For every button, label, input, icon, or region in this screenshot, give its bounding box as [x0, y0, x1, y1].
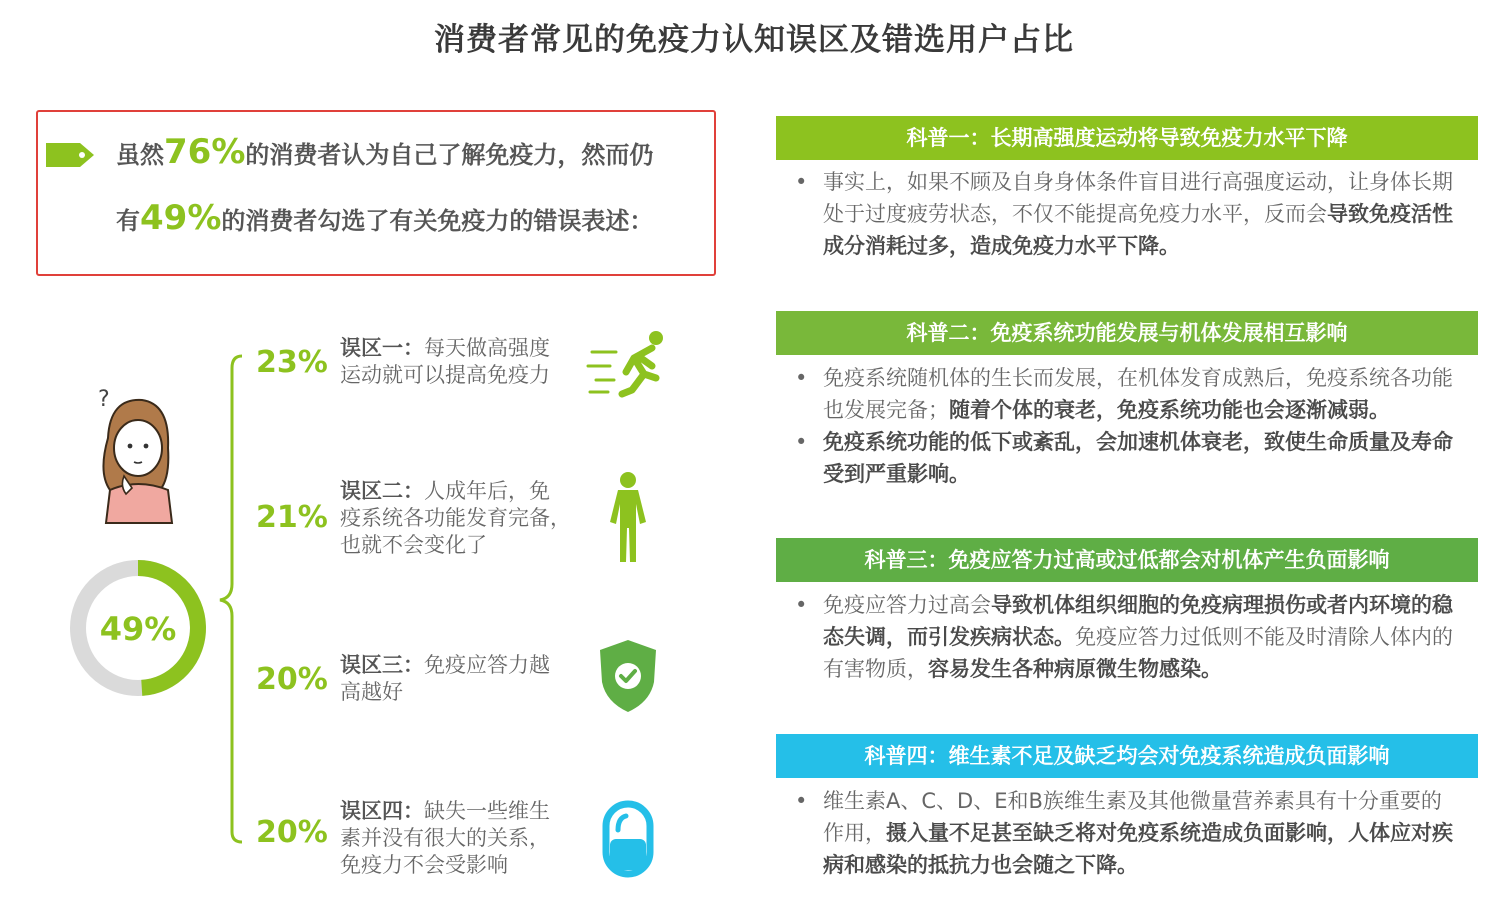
myth-2-percent: 21% — [256, 500, 328, 535]
fact-paragraph — [795, 785, 1460, 881]
myth-line: 素并没有很大的关系， — [340, 826, 550, 850]
bullet-icon: • — [795, 789, 808, 813]
myth-title: 误区二： — [340, 479, 424, 503]
bracket-connector — [212, 352, 248, 847]
fact-emphasis: 导致免疫活性成分消耗过多，造成免疫力水平下降。 — [823, 202, 1453, 258]
running-person-icon — [586, 328, 670, 402]
highlight-text: 的消费者勾选了有关免疫力的错误表述： — [221, 207, 654, 235]
highlight-line-2 — [116, 198, 653, 238]
bullet-icon: • — [795, 593, 808, 617]
fact-3-body — [795, 589, 1460, 685]
myth-line: 高越好 — [340, 680, 403, 704]
fact-paragraph — [795, 166, 1460, 262]
donut-chart — [66, 556, 210, 700]
fact-2-header: 科普二：免疫系统功能发展与机体发展相互影响 — [776, 311, 1478, 355]
myth-2-text — [340, 478, 571, 559]
myth-line: 缺失一些维生 — [424, 799, 550, 823]
bullet-icon: • — [795, 430, 808, 454]
svg-text:?: ? — [98, 387, 110, 412]
fact-1-body — [795, 166, 1460, 262]
myth-line: 免疫应答力越 — [424, 653, 550, 677]
bullet-icon: • — [795, 170, 808, 194]
fact-emphasis: 随着个体的衰老，免疫系统功能也会逐渐减弱。 — [949, 398, 1390, 422]
fact-text: 事实上，如果不顾及自身身体条件盲目进行高强度运动，让身体长期处于过度疲劳状态，不仅不能提高免疫力水平，反而会 — [823, 170, 1453, 226]
fact-paragraph — [795, 362, 1460, 426]
fact-4-body — [795, 785, 1460, 881]
fact-text: 免疫应答力过低则不能及时清除人体内的有害物质， — [823, 625, 1453, 681]
highlight-text: 有 — [116, 207, 140, 235]
fact-1-header: 科普一：长期高强度运动将导致免疫力水平下降 — [776, 116, 1478, 160]
pill-capsule-icon — [602, 800, 654, 878]
thinking-girl-illustration — [80, 378, 180, 528]
fact-text: 维生素A、C、D、E和B族维生素及其他微量营养素具有十分重要的作用， — [823, 789, 1442, 845]
highlight-text: 的消费者认为自己了解免疫力，然而仍 — [245, 141, 654, 169]
myth-line: 每天做高强度 — [424, 336, 550, 360]
page-title: 消费者常见的免疫力认知误区及错选用户占比 — [434, 22, 1074, 58]
myth-line: 运动就可以提高免疫力 — [340, 363, 550, 387]
tag-icon — [46, 142, 96, 168]
myth-title: 误区四： — [340, 799, 424, 823]
myth-title: 误区三： — [340, 653, 424, 677]
myth-line: 也就不会变化了 — [340, 533, 487, 557]
highlight-text: 虽然 — [116, 141, 164, 169]
fact-3-header: 科普三：免疫应答力过高或过低都会对机体产生负面影响 — [776, 538, 1478, 582]
myth-1-percent: 23% — [256, 345, 328, 380]
fact-emphasis: 容易发生各种病原微生物感染。 — [928, 657, 1222, 681]
shield-check-icon — [598, 638, 658, 714]
fact-4-header: 科普四：维生素不足及缺乏均会对免疫系统造成负面影响 — [776, 734, 1478, 778]
myth-4-percent: 20% — [256, 815, 328, 850]
myth-line: 疫系统各功能发育完备， — [340, 506, 571, 530]
donut-label: 49% — [99, 610, 177, 648]
fact-paragraph — [795, 426, 1460, 490]
fact-text: 免疫系统随机体的生长而发展，在机体发育成熟后，免疫系统各功能也发展完备； — [823, 366, 1453, 422]
fact-emphasis: 摄入量不足甚至缺乏将对免疫系统造成负面影响，人体应对疾病和感染的抵抗力也会随之下降。 — [823, 821, 1453, 877]
myth-3-text — [340, 652, 550, 706]
bullet-icon: • — [795, 366, 808, 390]
myth-line: 人成年后，免 — [424, 479, 550, 503]
myth-4-text — [340, 798, 550, 879]
fact-text: 免疫应答力过高会 — [823, 593, 991, 617]
fact-paragraph — [795, 589, 1460, 685]
myth-3-percent: 20% — [256, 662, 328, 697]
highlight-line-1 — [116, 132, 653, 172]
fact-2-body — [795, 362, 1460, 490]
myth-title: 误区一： — [340, 336, 424, 360]
human-body-icon — [600, 470, 656, 566]
myth-1-text — [340, 335, 550, 389]
fact-emphasis: 导致机体组织细胞的免疫病理损伤或者内环境的稳态失调，而引发疾病状态。 — [823, 593, 1453, 649]
highlight-percent: 76% — [164, 132, 246, 172]
myth-line: 免疫力不会受影响 — [340, 853, 508, 877]
fact-emphasis: 免疫系统功能的低下或紊乱，会加速机体衰老，致使生命质量及寿命受到严重影响。 — [823, 430, 1453, 486]
highlight-percent: 49% — [140, 198, 222, 238]
